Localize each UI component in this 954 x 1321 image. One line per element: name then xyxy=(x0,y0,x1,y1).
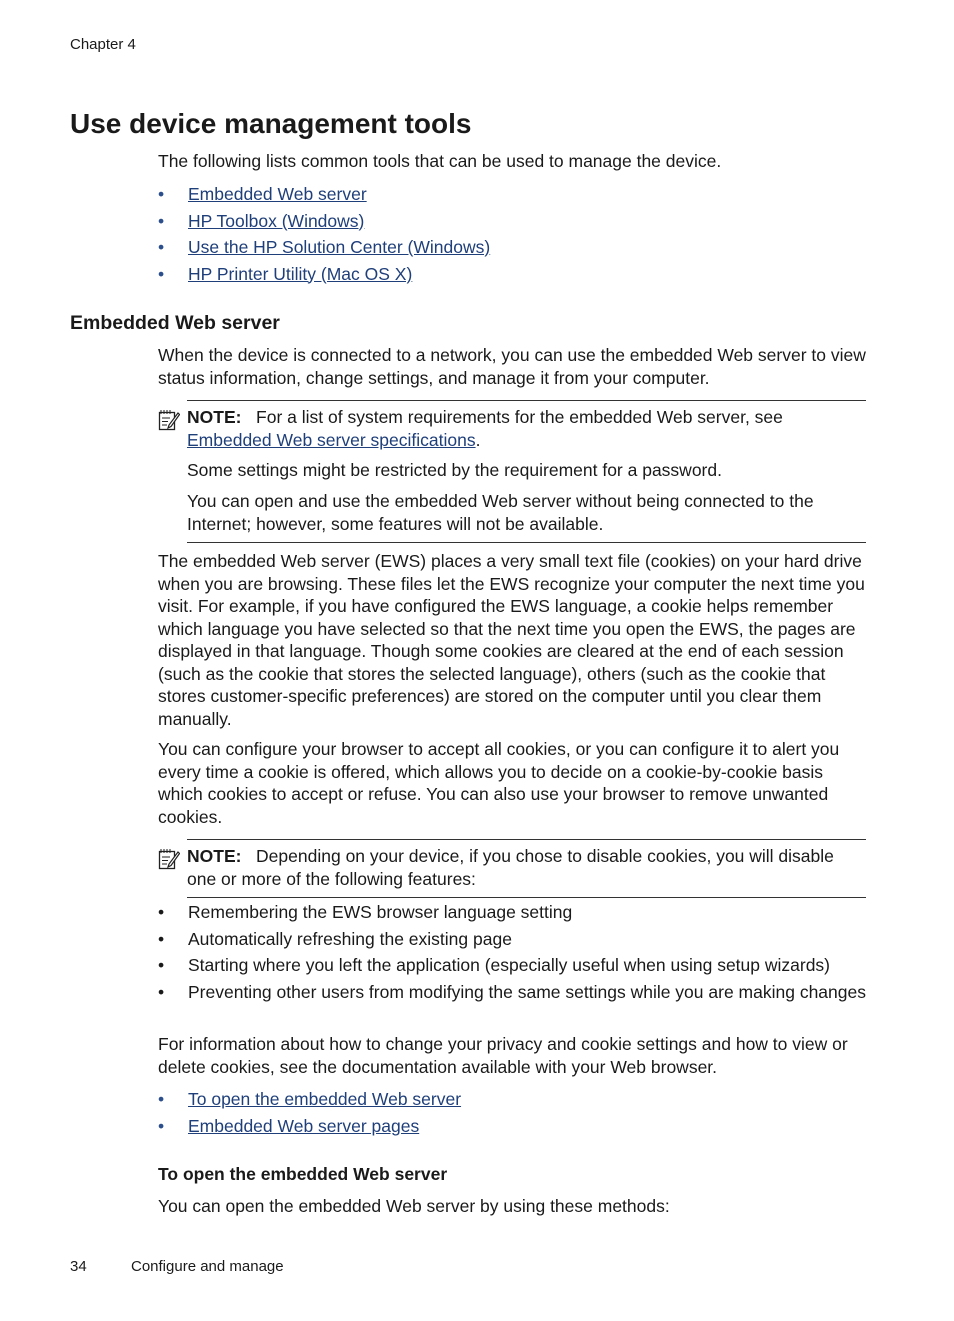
note-icon xyxy=(158,409,180,431)
list-item xyxy=(158,1086,866,1113)
disabled-features-list xyxy=(158,901,866,1003)
bullet: • xyxy=(158,210,165,231)
note-1-text xyxy=(187,406,866,451)
list-item xyxy=(158,234,866,261)
note-1-body: For a list of system requirements for the embedded Web server, see xyxy=(256,407,783,427)
link-hp-solution-center[interactable]: Use the HP Solution Center (Windows) xyxy=(188,237,491,257)
privacy-paragraph: For information about how to change your privacy and cookie settings and how to view or delete cookies, see the documentation available with your Web browser. xyxy=(158,1034,848,1077)
list-item xyxy=(158,954,866,977)
note-1-period: . xyxy=(475,429,481,450)
bullet: • xyxy=(158,928,165,949)
feature-text: Remembering the EWS browser language setting xyxy=(188,902,573,922)
bullet: • xyxy=(158,902,165,922)
intro-text: The following lists common tools that can be used to manage the device. xyxy=(158,151,722,171)
list-item xyxy=(158,901,866,924)
tool-links-list xyxy=(158,181,866,287)
note-icon xyxy=(158,848,180,870)
note-bottom-rule xyxy=(187,897,866,898)
feature-text: Automatically refreshing the existing page xyxy=(188,928,512,949)
note-2-body: Depending on your device, if you chose to disable cookies, you will disable one or more of the following features: xyxy=(187,846,834,889)
open-methods-text: You can open the embedded Web server by using these methods: xyxy=(158,1196,670,1216)
feature-text: Preventing other users from modifying the same settings while you are making changes xyxy=(188,981,866,1002)
link-ews-specifications[interactable]: Embedded Web server specifications xyxy=(187,429,476,450)
list-item xyxy=(158,928,866,951)
link-hp-toolbox[interactable]: HP Toolbox (Windows) xyxy=(188,210,365,231)
cookies-paragraph: The embedded Web server (EWS) places a very small text file (cookies) on your hard drive when you are browsing. These files let the EWS recognize your computer the next time you visit. For example, if you have configured the EWS language, a cookie helps remember which language you have selected so that the next time you open the EWS, the pages are displayed in that language. Though some cookies are cleared at the end of each session (such as the cookie that stores the selected language), others (such as the cookie that stores customer-specific preferences) are stored on the computer until you clear them manually. xyxy=(158,551,865,729)
link-hp-printer-utility[interactable]: HP Printer Utility (Mac OS X) xyxy=(188,263,413,284)
page-title: Use device management tools xyxy=(70,108,472,139)
note-1-password-text: Some settings might be restricted by the requirement for a password. xyxy=(187,460,722,480)
footer-section-title: Configure and manage xyxy=(131,1258,284,1275)
bullet: • xyxy=(158,981,165,1002)
note-2-text xyxy=(187,845,866,890)
bullet: • xyxy=(158,263,165,284)
page-number: 34 xyxy=(70,1258,87,1275)
section-heading: Embedded Web server xyxy=(70,312,280,334)
bullet: • xyxy=(158,1089,165,1109)
chapter-header: Chapter 4 xyxy=(70,36,136,53)
note-label: NOTE: xyxy=(187,407,242,427)
feature-text: Starting where you left the application (especially useful when using setup wizards) xyxy=(188,955,831,975)
browser-cookies-paragraph: You can configure your browser to accept all cookies, or you can configure it to alert you every time a cookie is offered, which allows you to decide on a cookie-by-cookie basis which cookies to accept or refuse. You can also use your browser to remove unwanted cookies. xyxy=(158,739,840,827)
bullet: • xyxy=(158,955,165,975)
ews-links-list xyxy=(158,1086,866,1139)
note-top-rule xyxy=(187,400,866,401)
bullet: • xyxy=(158,1115,165,1136)
section-intro: When the device is connected to a network, you can use the embedded Web server to view status information, change settings, and manage it from your computer. xyxy=(158,345,866,388)
subsection-heading: To open the embedded Web server xyxy=(158,1164,448,1184)
list-item xyxy=(158,261,866,288)
note-top-rule xyxy=(187,839,866,840)
bullet: • xyxy=(158,184,165,204)
link-embedded-web-server[interactable]: Embedded Web server xyxy=(188,184,367,204)
list-item xyxy=(158,208,866,235)
list-item xyxy=(158,1113,866,1140)
note-1-internet-text: You can open and use the embedded Web server without being connected to the Internet; however, some features will not be available. xyxy=(187,491,814,534)
list-item xyxy=(158,981,866,1004)
link-open-ews[interactable]: To open the embedded Web server xyxy=(188,1089,462,1109)
note-label: NOTE: xyxy=(187,846,242,866)
link-ews-pages[interactable]: Embedded Web server pages xyxy=(188,1115,420,1136)
bullet: • xyxy=(158,237,165,257)
note-bottom-rule xyxy=(187,542,866,543)
list-item xyxy=(158,181,866,208)
